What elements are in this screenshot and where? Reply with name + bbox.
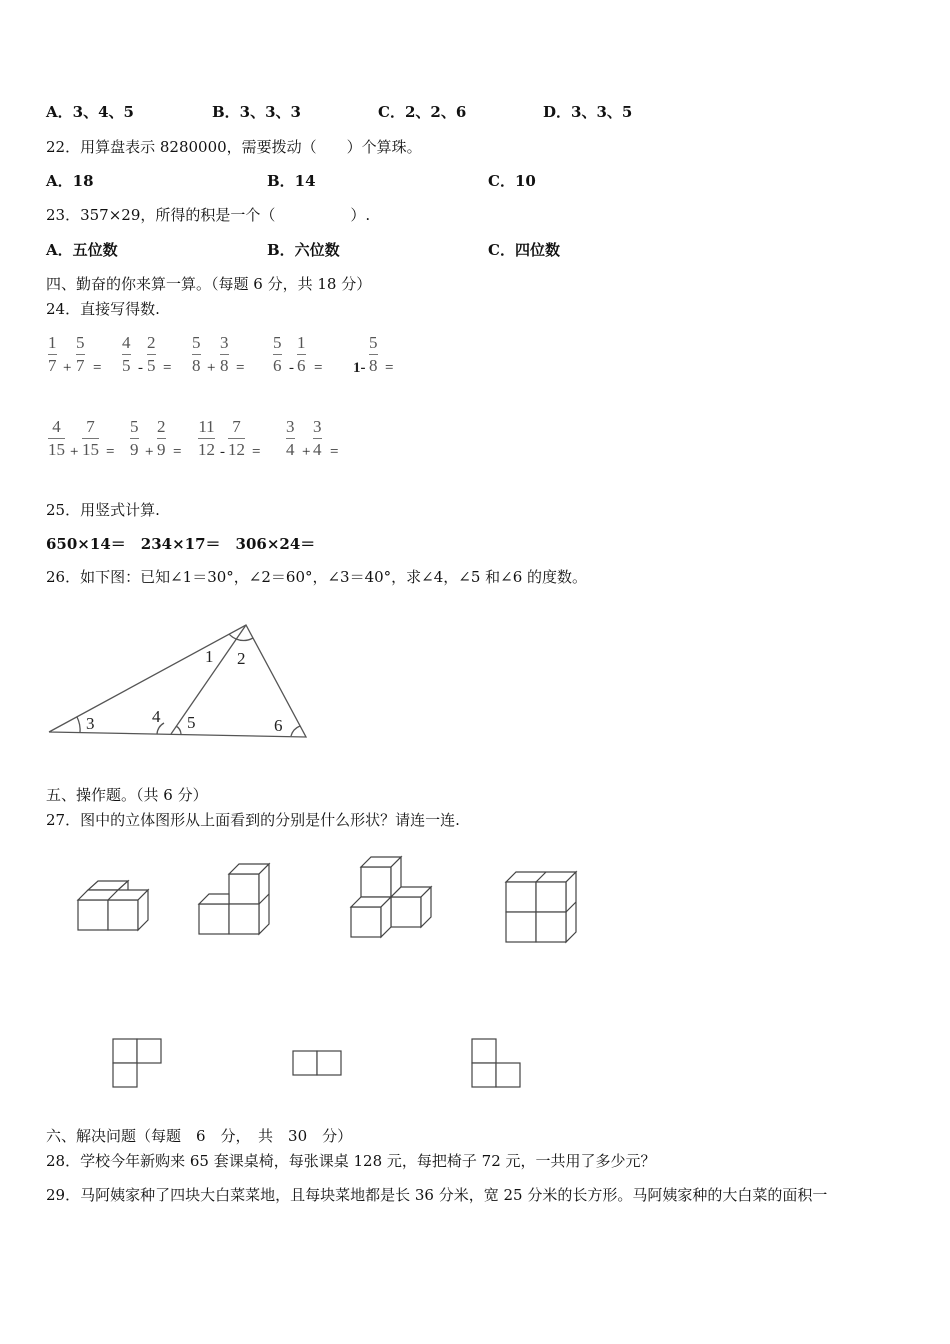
operator: + <box>302 444 311 460</box>
q25-expressions: 650×14＝ 234×17＝ 306×24＝ <box>46 535 316 553</box>
fraction: 1 7 <box>48 333 57 375</box>
operator: + <box>207 360 216 376</box>
fraction: 3 4 <box>286 417 295 459</box>
top-view-reverse-l-shape <box>472 1039 520 1087</box>
equals-sign: = <box>236 360 245 376</box>
angle-label-1: 1 <box>205 647 214 666</box>
equals-sign: = <box>314 360 323 376</box>
solid-figure-4 <box>506 872 576 942</box>
q29-question: 29．马阿姨家种了四块大白菜菜地，且每块菜地都是长 36 分米，宽 25 分米的长方形。马阿姨家种的大白菜的面积一 <box>46 1186 828 1204</box>
solid-figure-1 <box>78 881 148 930</box>
one-minus: 1- <box>353 360 366 376</box>
q21-option-a: A．3、4、5 <box>46 103 134 121</box>
equals-sign: = <box>93 360 102 376</box>
q23-option-b: B．六位数 <box>267 241 340 259</box>
equals-sign: = <box>173 444 182 460</box>
q22-option-a: A．18 <box>46 172 94 190</box>
operator: + <box>145 444 154 460</box>
q26-question: 26．如下图：已知∠1＝30°，∠2＝60°，∠3＝40°，求∠4，∠5 和∠6 的度数。 <box>46 568 588 586</box>
operator: - <box>289 360 294 376</box>
fraction: 4 5 <box>122 333 131 375</box>
fraction: 1 6 <box>297 333 306 375</box>
fraction: 2 9 <box>157 417 166 459</box>
q21-option-b: B．3、3、3 <box>212 103 301 121</box>
q22-option-c: C．10 <box>488 172 536 190</box>
section-5-title: 五、操作题。（共 6 分） <box>46 786 208 804</box>
q23-option-c: C．四位数 <box>488 241 560 259</box>
angle-label-4: 4 <box>152 707 161 726</box>
fraction: 5 9 <box>130 417 139 459</box>
fraction: 11 12 <box>198 417 215 459</box>
fraction: 5 8 <box>192 333 201 375</box>
fraction: 7 12 <box>228 417 245 459</box>
fraction: 5 8 <box>369 333 378 375</box>
operator: + <box>63 360 72 376</box>
solid-figure-2 <box>199 864 269 934</box>
fraction: 3 8 <box>220 333 229 375</box>
q23-option-a: A．五位数 <box>46 241 118 259</box>
q21-option-d: D．3、3、5 <box>543 103 633 121</box>
fraction: 3 4 <box>313 417 322 459</box>
section-6-title: 六、解决问题（每题 6 分， 共 30 分） <box>46 1127 353 1145</box>
angle-label-5: 5 <box>187 713 196 732</box>
fraction: 7 15 <box>82 417 99 459</box>
equals-sign: = <box>385 360 394 376</box>
fraction: 2 5 <box>147 333 156 375</box>
q25-question: 25．用竖式计算. <box>46 501 160 519</box>
top-view-two-squares <box>293 1051 341 1075</box>
section-4-title: 四、勤奋的你来算一算。（每题 6 分，共 18 分） <box>46 275 372 293</box>
q23-question: 23．357×29，所得的积是一个（ ）. <box>46 206 371 224</box>
solid-figure-3 <box>351 857 431 937</box>
fraction: 5 7 <box>76 333 85 375</box>
angle-label-6: 6 <box>274 716 283 735</box>
top-view-l-shape <box>113 1039 161 1087</box>
q21-option-c: C．2、2、6 <box>378 103 467 121</box>
angle-label-3: 3 <box>86 714 95 733</box>
q22-question: 22．用算盘表示 8280000，需要拨动（ ）个算珠。 <box>46 138 422 156</box>
q24-question: 24．直接写得数. <box>46 300 160 318</box>
fraction: 4 15 <box>48 417 65 459</box>
q27-question: 27．图中的立体图形从上面看到的分别是什么形状？请连一连. <box>46 811 460 829</box>
operator: - <box>138 360 143 376</box>
fraction: 5 6 <box>273 333 282 375</box>
q22-option-b: B．14 <box>267 172 316 190</box>
operator: + <box>70 444 79 460</box>
q28-question: 28．学校今年新购来 65 套课桌椅，每张课桌 128 元，每把椅子 72 元，一共用了多少元？ <box>46 1152 656 1170</box>
equals-sign: = <box>163 360 172 376</box>
operator: - <box>220 444 225 460</box>
equals-sign: = <box>330 444 339 460</box>
angle-label-2: 2 <box>237 649 246 668</box>
equals-sign: = <box>106 444 115 460</box>
equals-sign: = <box>252 444 261 460</box>
